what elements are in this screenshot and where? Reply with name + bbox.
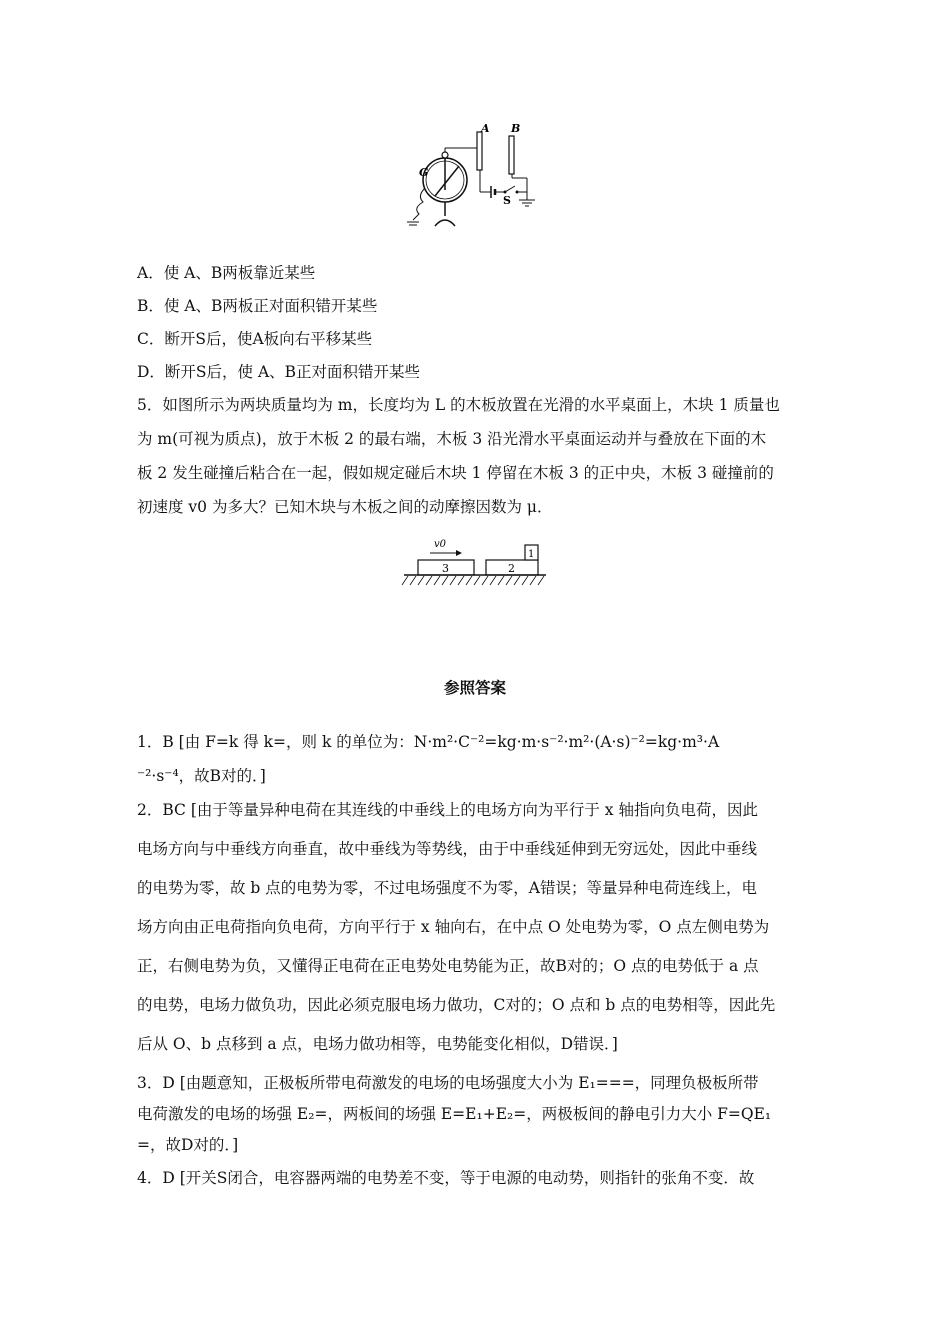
answers-heading: 参照答案 (443, 678, 506, 697)
answer-4-line-1: 4．D [开关S闭合，电容器两端的电势差不变，等于电源的电动势，则指针的张角不变．故 (137, 1169, 755, 1187)
label-b: B (511, 122, 521, 135)
answer-2-line-6: 的电势，电场力做负功，因此必须克服电场力做功，C对的；O 点和 b 点的电势相等，因此先 (137, 996, 776, 1014)
answer-2-line-2: 电场方向与中垂线方向垂直，故中垂线为等势线，由于中垂线延伸到无穷远处，因此中垂线 (137, 840, 758, 858)
answer-3-line-3: =，故D对的．] (137, 1136, 239, 1154)
electroscope-capacitor-figure (405, 118, 555, 233)
q5-line-3: 板 2 发生碰撞后粘合在一起，假如规定碰后木块 1 停留在木板 3 的正中央，木板 3 碰撞前的 (137, 464, 774, 482)
board-3-label: 3 (442, 562, 449, 575)
board-2-label: 2 (508, 562, 515, 575)
plate-a (477, 132, 482, 170)
electroscope-needle (435, 166, 459, 196)
q5-line-1: 5．如图所示为两块质量均为 m，长度均为 L 的木板放置在光滑的水平桌面上，木块 1 质量也 (137, 396, 780, 414)
plate-b (509, 136, 514, 174)
switch-s (505, 186, 515, 192)
boards-figure (400, 535, 550, 605)
answer-2-line-7: 后从 O、b 点移到 a 点，电场力做功相等，电势能变化相似，D错误．] (137, 1035, 618, 1053)
q5-line-2: 为 m(可视为质点)，放于木板 2 的最右端，木板 3 沿光滑水平桌面运动并与叠放在下面的木 (137, 430, 767, 448)
label-g: G (419, 166, 429, 179)
label-s: S (503, 194, 511, 207)
option-d: D．断开S后，使 A、B正对面积错开某些 (137, 363, 421, 381)
answer-2-line-4: 场方向由正电荷指向负电荷，方向平行于 x 轴向右，在中点 O 处电势为零，O 点左侧电势为 (137, 918, 770, 936)
option-a: A．使 A、B两板靠近某些 (137, 264, 316, 282)
option-b: B．使 A、B两板正对面积错开某些 (137, 297, 378, 315)
q5-line-4: 初速度 v0 为多大？已知木块与木板之间的动摩擦因数为 μ． (137, 498, 553, 516)
answer-1-line-2: ⁻²·s⁻⁴，故B对的．] (137, 767, 266, 785)
answer-2-line-5: 正，右侧电势为负，又懂得正电荷在正电势处电势能为正，故B对的；O 点的电势低于 a 点 (137, 957, 759, 975)
option-c: C．断开S后，使A板向右平移某些 (137, 330, 373, 348)
label-a: A (481, 122, 490, 135)
answer-2-line-3: 的电势为零，故 b 点的电势为零，不过电场强度不为零，A错误；等量异种电荷连线上，电 (137, 879, 757, 897)
v0-label: v0 (434, 539, 447, 550)
answer-2-line-1: 2．BC [由于等量异种电荷在其连线的中垂线上的电场方向为平行于 x 轴指向负电荷，因此 (137, 801, 758, 819)
answer-3-line-1: 3．D [由题意知，正极板所带电荷激发的电场的电场强度大小为 E₁===，同理负极板所带 (137, 1074, 759, 1092)
block-1-label: 1 (528, 549, 535, 560)
answer-1-line-1: 1．B [由 F=k 得 k=，则 k 的单位为：N·m²·C⁻²=kg·m·s⁻²·m²·(A·s)⁻²=kg·m³·A (137, 733, 720, 751)
answer-3-line-2: 电荷激发的电场的场强 E₂=，两板间的场强 E=E₁+E₂=，两极板间的静电引力大小 F=QE₁ (137, 1105, 772, 1123)
